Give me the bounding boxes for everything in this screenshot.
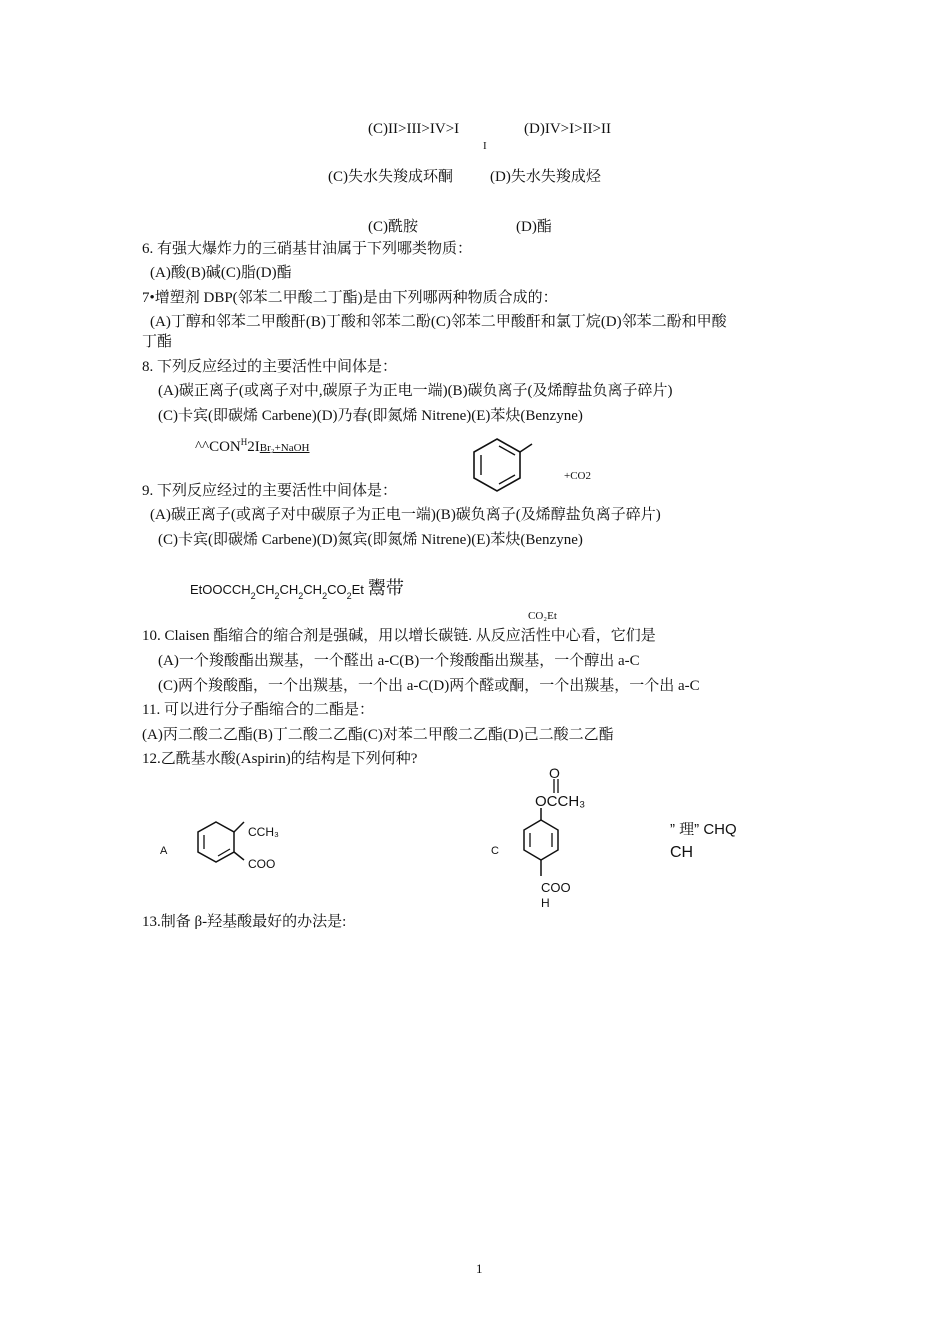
option-d-ester: (D)酯: [516, 219, 552, 235]
question-6-options: (A)酸(B)碱(C)脂(D)酯: [150, 265, 292, 281]
page-number: 1: [476, 1261, 483, 1276]
structure-d-line2: CH: [670, 844, 694, 861]
reaction-fragment: 2I: [247, 439, 260, 455]
formula-part: CO: [327, 582, 347, 597]
question-10-stem: 10. Claisen 酯缩合的缩合剂是强碱，用以增长碳链. 从反应活性中心看，它们是: [142, 628, 656, 644]
option-d-order: (D)IV>I>II>II: [524, 121, 612, 137]
structure-c-coo: COO: [541, 880, 571, 895]
co2-label: +CO2: [564, 470, 591, 482]
reaction-reactant: ^^CON: [195, 439, 241, 455]
question-10-options-1: (A)一个羧酸酯出羰基，一个醛出 a-C(B)一个羧酸酯出羰基，一个醇出 a-C: [158, 653, 640, 669]
option-c-amide: (C)酰胺: [368, 219, 418, 235]
formula-subscript: 2: [322, 591, 328, 601]
structure-c-carbonyl-o: O: [549, 765, 560, 781]
question-8-stem: 8. 下列反应经过的主要活性中间体是：: [142, 359, 398, 375]
structure-c-occh3: OCCH₃: [535, 793, 586, 810]
question-8-options-1: (A)碳正离子(或离子对中,碳原子为正电一端)(B)碳负离子(及烯醇盐负离子碎片): [158, 383, 673, 399]
formula-part: CH: [303, 582, 323, 597]
diester-formula: [190, 578, 404, 600]
question-10-options-2: (C)两个羧酸酯，一个出羰基，一个出 a-C(D)两个醛或酮，一个出羰基，一个出 a-C: [158, 678, 700, 694]
question-11-options: (A)丙二酸二乙酯(B)丁二酸二乙酯(C)对苯二甲酸二乙酯(D)己二酸二乙酯: [142, 727, 614, 743]
question-8-reaction: [195, 438, 310, 456]
formula-part: Et: [351, 582, 364, 597]
formula-subscript: 2: [250, 591, 256, 601]
option-c-order: (C)II>III>IV>I: [368, 121, 460, 137]
question-7-options-cont: 丁酯: [142, 334, 173, 350]
formula-part: CH: [255, 582, 275, 597]
formula-part: EtOOCCH: [190, 582, 251, 597]
reaction-superscript: H: [240, 437, 248, 447]
question-11-stem: 11. 可以进行分子酯缩合的二酯是：: [142, 702, 374, 718]
question-12-stem: 12.乙酰基水酸(Aspirin)的结构是下列何种?: [142, 751, 418, 767]
benzene-toluene-structure: [470, 436, 550, 496]
question-9-stem: 9. 下列反应经过的主要活性中间体是：: [142, 483, 398, 499]
structure-c-h: H: [541, 896, 550, 910]
question-7-stem: 7•增塑剂 DBP(邻苯二甲酸二丁酯)是由下列哪两种物质合成的：: [142, 290, 558, 306]
option-c-ring: (C)失水失羧成环酮: [328, 169, 453, 185]
question-8-options-2: (C)卡宾(即碳烯 Carbene)(D)乃春(即氮烯 Nitrene)(E)苯炔(Benzyne): [158, 408, 583, 424]
question-7-options: (A)丁醇和邻苯二甲酸酐(B)丁酸和邻苯二酚(C)邻苯二甲酸酐和氯丁烷(D)邻苯二酚和甲酸: [150, 314, 727, 330]
structure-a-ring: [196, 818, 256, 868]
reaction-reagent: Br₂+NaOH: [259, 442, 310, 454]
product-label: CO₂Et: [528, 610, 557, 622]
question-9-options-2: (C)卡宾(即碳烯 Carbene)(D)氮宾(即氮烯 Nitrene)(E)苯炔(Benzyne): [158, 532, 583, 548]
formula-garbled: 鬻带: [367, 578, 404, 598]
stray-mark: I: [483, 140, 487, 152]
formula-subscript: 2: [346, 591, 352, 601]
structure-c-label: C: [491, 845, 499, 857]
formula-subscript: 2: [298, 591, 304, 601]
formula-part: CH: [279, 582, 299, 597]
question-9-options-1: (A)碳正离子(或离子对中碳原子为正电一端)(B)碳负离子(及烯醇盐负离子碎片): [150, 507, 661, 523]
structure-a-cch3: CCH₃: [248, 825, 279, 839]
formula-subscript: 2: [274, 591, 280, 601]
question-13-stem: 13.制备 β-羟基酸最好的办法是:: [142, 914, 347, 930]
option-d-hydrocarbon: (D)失水失羧成烃: [490, 169, 601, 185]
structure-a-coo: COO: [248, 857, 276, 871]
question-6-stem: 6. 有强大爆炸力的三硝基甘油属于下列哪类物质：: [142, 241, 473, 257]
structure-d-line1: ” 理” CHQ: [670, 821, 737, 838]
structure-a-label: A: [160, 845, 168, 857]
